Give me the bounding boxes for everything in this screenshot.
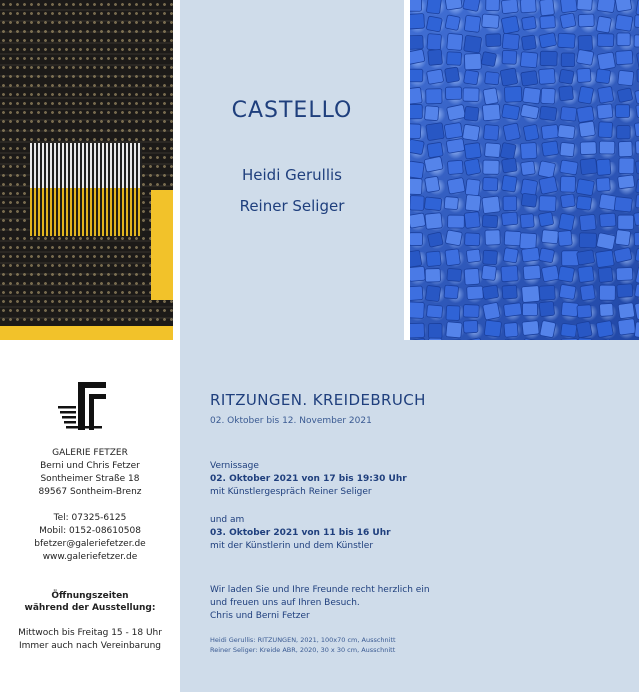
vernissage-block — [210, 460, 407, 499]
chalk-cube — [503, 123, 520, 141]
chalk-cube — [560, 176, 575, 192]
chalk-cube — [502, 33, 519, 50]
chalk-cube — [542, 141, 559, 156]
chalk-cube — [445, 249, 460, 266]
chalk-cube — [596, 178, 610, 192]
chalk-cube — [522, 87, 540, 104]
chalk-cube — [465, 179, 480, 196]
chalk-cube — [562, 251, 579, 266]
chalk-cube — [410, 286, 423, 301]
chalk-cube — [560, 142, 575, 156]
chalk-cube — [445, 67, 460, 83]
artwork-yellow-base — [0, 326, 173, 340]
artwork-yellow-stripes — [30, 188, 142, 236]
chalk-cube — [448, 215, 465, 228]
chalk-cube — [482, 215, 498, 228]
chalk-cube — [444, 285, 459, 299]
chalk-cube — [464, 53, 481, 69]
chalk-cube — [424, 156, 443, 172]
chalk-cube — [520, 233, 537, 250]
chalk-cube — [599, 213, 615, 227]
chalk-cube — [466, 249, 481, 263]
chalk-cube — [636, 140, 639, 154]
chalk-cube — [462, 124, 480, 141]
chalk-cube — [635, 195, 639, 209]
chalk-cube — [504, 231, 521, 246]
chalk-cube — [618, 70, 634, 86]
gallery-address — [0, 447, 180, 499]
chalk-cube — [410, 196, 424, 211]
chalk-cube — [500, 68, 518, 86]
chalk-cube — [538, 212, 553, 227]
chalk-cube — [483, 250, 498, 265]
chalk-cube — [576, 321, 592, 338]
chalk-cube — [410, 87, 422, 104]
chalk-cube — [445, 15, 460, 31]
chalk-cube — [598, 267, 613, 282]
chalk-cube — [520, 214, 534, 229]
chalk-cube — [539, 33, 557, 49]
gallery-mobile: Mobil: 0152-08610508 — [39, 526, 141, 536]
chalk-cube — [539, 301, 555, 316]
chalk-cube — [424, 106, 438, 121]
chalk-cube — [617, 33, 630, 46]
chalk-cube — [502, 50, 517, 64]
chalk-cube — [410, 250, 422, 267]
chalk-cube — [520, 104, 539, 119]
chalk-cube — [521, 71, 538, 87]
chalk-cube — [541, 88, 556, 104]
chalk-cube — [504, 303, 522, 317]
chalk-cube — [425, 176, 440, 192]
chalk-cube — [464, 268, 479, 285]
chalk-cube — [634, 211, 639, 225]
chalk-cube — [447, 52, 462, 66]
chalk-cube — [502, 285, 517, 299]
chalk-cube — [464, 212, 480, 229]
chalk-cube — [520, 52, 537, 68]
chalk-cube — [617, 284, 633, 298]
chalk-cube — [596, 320, 613, 337]
chalk-cube — [614, 197, 632, 213]
exhibition-main-title: CASTELLO — [231, 98, 353, 123]
chalk-cube — [539, 248, 555, 263]
chalk-cube — [521, 193, 537, 207]
chalk-cube — [447, 160, 463, 174]
chalk-cube — [428, 49, 443, 65]
chalk-cube — [463, 305, 479, 318]
credit-seliger: Reiner Seliger: Kreide ABR, 2020, 30 x 30 cm, Ausschnitt — [210, 646, 396, 654]
gallery-street: Sontheimer Straße 18 — [40, 474, 140, 484]
divider — [173, 0, 180, 340]
chalk-cube — [580, 142, 596, 155]
vernissage-note: mit Künstlergespräch Reiner Seliger — [210, 487, 372, 497]
chalk-cube — [577, 106, 595, 123]
chalk-cube — [483, 124, 499, 140]
gallery-email[interactable]: bfetzer@galeriefetzer.de — [34, 539, 146, 549]
chalk-cube — [447, 177, 465, 194]
chalk-cube — [635, 248, 639, 263]
chalk-cube — [482, 14, 500, 28]
second-date-label: und am — [210, 515, 245, 525]
chalk-cube — [541, 124, 559, 139]
second-date-note: mit der Künstlerin und dem Künstler — [210, 541, 374, 551]
chalk-cube — [483, 160, 499, 174]
chalk-cube — [636, 179, 639, 195]
chalk-cube — [426, 251, 441, 267]
chalk-cube — [410, 233, 423, 246]
gallery-contact — [0, 512, 180, 564]
chalk-cube — [616, 50, 633, 64]
chalk-cube — [615, 14, 633, 31]
chalk-cube — [521, 35, 536, 50]
chalk-cube — [484, 320, 501, 337]
chalk-cube — [464, 15, 481, 32]
invitation-signature: Chris und Berni Fetzer — [210, 611, 310, 621]
second-date-block — [210, 514, 391, 553]
chalk-cube — [465, 195, 481, 212]
chalk-cube — [539, 106, 557, 121]
chalk-cube — [539, 285, 555, 300]
chalk-cube — [596, 159, 610, 175]
chalk-cube — [599, 303, 613, 316]
chalk-cube — [502, 158, 518, 173]
exhibition-info-panel — [180, 340, 639, 692]
chalk-cube — [467, 286, 484, 300]
chalk-cube — [486, 34, 501, 47]
chalk-cube — [614, 247, 632, 262]
chalk-cube — [635, 267, 639, 286]
chalk-cube — [424, 197, 442, 211]
galerie-fetzer-logo — [58, 380, 108, 432]
chalk-cube — [580, 158, 597, 175]
chalk-cube — [598, 86, 614, 103]
chalk-cube — [426, 123, 445, 141]
chalk-cube — [410, 14, 425, 30]
chalk-cube — [482, 196, 500, 214]
chalk-cube — [577, 305, 592, 318]
chalk-cube — [501, 212, 517, 226]
chalk-cube — [634, 121, 639, 136]
chalk-cube — [464, 35, 482, 53]
chalk-cube — [561, 53, 575, 67]
chalk-cube — [599, 285, 615, 300]
chalk-cube — [635, 160, 639, 174]
chalk-cube — [425, 269, 440, 283]
chalk-cube — [504, 86, 522, 102]
chalk-cube — [618, 175, 635, 189]
chalk-cube — [634, 35, 639, 47]
chalk-cube — [503, 248, 518, 263]
chalk-cube — [559, 86, 574, 101]
chalk-cube — [485, 230, 500, 245]
chalk-cube — [634, 322, 639, 339]
chalk-cube — [540, 320, 556, 337]
chalk-cube — [501, 175, 517, 192]
chalk-cube — [463, 320, 478, 333]
chalk-cube — [577, 68, 591, 82]
gallery-city: 89567 Sontheim-Brenz — [38, 487, 142, 497]
chalk-cube — [540, 51, 557, 66]
chalk-cube — [483, 302, 501, 320]
chalk-cube — [597, 104, 613, 119]
chalk-cube — [425, 285, 440, 301]
chalk-cube — [616, 105, 630, 118]
artwork-seliger — [410, 0, 639, 340]
chalk-cube — [410, 178, 422, 194]
chalk-cube — [463, 0, 481, 12]
chalk-cube — [485, 72, 500, 85]
artwork-chalk-cubes — [410, 0, 639, 340]
gallery-owners: Berni und Chris Fetzer — [40, 461, 140, 471]
chalk-cube — [504, 322, 518, 337]
chalk-cube — [521, 161, 536, 176]
chalk-cube — [558, 33, 576, 48]
chalk-cube — [578, 266, 594, 283]
chalk-cube — [558, 266, 575, 282]
artist-name-1: Heidi Gerullis — [242, 166, 342, 184]
chalk-cube — [481, 265, 496, 280]
artwork-white-stripes — [30, 143, 142, 188]
chalk-cube — [485, 143, 501, 158]
opening-hours-title-line2: während der Ausstellung: — [24, 603, 156, 613]
chalk-cube — [559, 284, 576, 299]
chalk-cube — [483, 88, 499, 105]
chalk-cube — [560, 0, 577, 13]
chalk-cube — [540, 0, 555, 16]
chalk-cube — [447, 268, 462, 281]
gallery-info-panel — [0, 340, 180, 692]
chalk-cube — [426, 89, 442, 104]
chalk-cube — [560, 194, 575, 208]
chalk-cube — [615, 230, 631, 246]
chalk-cube — [541, 230, 558, 244]
chalk-cube — [579, 121, 596, 137]
chalk-cube — [561, 323, 577, 337]
chalk-cube — [410, 161, 424, 179]
chalk-cube — [539, 196, 556, 212]
chalk-cube — [597, 52, 615, 70]
chalk-cube — [483, 177, 498, 191]
chalk-cube — [578, 86, 594, 104]
chalk-cube — [597, 34, 614, 47]
chalk-cube — [447, 33, 463, 50]
chalk-cube — [558, 124, 576, 138]
chalk-cube — [426, 305, 442, 318]
chalk-cube — [618, 215, 634, 229]
chalk-cube — [486, 0, 500, 11]
chalk-cube — [615, 0, 632, 12]
chalk-cube — [522, 285, 540, 302]
chalk-cube — [634, 301, 639, 320]
chalk-cube — [427, 142, 443, 158]
chalk-cube — [482, 285, 498, 300]
chalk-cube — [464, 106, 479, 121]
chalk-cube — [520, 0, 536, 13]
second-date: 03. Oktober 2021 von 11 bis 16 Uhr — [210, 528, 391, 538]
chalk-cube — [463, 88, 479, 102]
chalk-cube — [618, 141, 632, 157]
chalk-cube — [540, 16, 556, 29]
chalk-cube — [464, 70, 479, 85]
chalk-cube — [427, 34, 442, 51]
chalk-cube — [618, 319, 636, 335]
chalk-cube — [558, 213, 574, 231]
chalk-cube — [580, 285, 595, 301]
chalk-cube — [522, 303, 537, 316]
chalk-cube — [447, 104, 466, 120]
chalk-cube — [464, 143, 481, 159]
opening-hours-title — [0, 590, 180, 614]
chalk-cube — [520, 142, 537, 159]
chalk-cube — [578, 14, 594, 27]
chalk-cube — [634, 15, 639, 28]
chalk-cube — [596, 233, 615, 250]
chalk-cube — [522, 321, 539, 336]
chalk-cube — [429, 323, 443, 338]
chalk-cube — [501, 0, 518, 14]
invitation-text — [210, 584, 430, 623]
chalk-cube — [596, 69, 611, 84]
chalk-cube — [410, 139, 424, 155]
vernissage-label: Vernissage — [210, 461, 259, 471]
invitation-line1: Wir laden Sie und Ihre Freunde recht herzlich ein — [210, 585, 430, 595]
chalk-cube — [523, 124, 539, 141]
chalk-cube — [578, 35, 593, 51]
chalk-cube — [445, 0, 462, 10]
chalk-cube — [635, 89, 639, 104]
chalk-cube — [618, 303, 635, 319]
chalk-cube — [464, 159, 481, 176]
chalk-cube — [616, 267, 633, 280]
gallery-tel: Tel: 07325-6125 — [53, 513, 127, 523]
chalk-cube — [446, 322, 462, 338]
chalk-cube — [579, 214, 596, 231]
chalk-cube — [426, 16, 442, 32]
chalk-cube — [503, 196, 517, 210]
chalk-cube — [597, 0, 616, 13]
chalk-cube — [521, 16, 536, 30]
chalk-cube — [576, 179, 594, 196]
chalk-cube — [446, 138, 465, 153]
exhibition-subtitle: RITZUNGEN. KREIDEBRUCH — [210, 391, 426, 409]
opening-hours — [0, 627, 180, 653]
invitation-line2: und freuen uns auf Ihren Besuch. — [210, 598, 360, 608]
chalk-cube — [521, 247, 539, 262]
chalk-cube — [634, 232, 639, 246]
chalk-cube — [410, 0, 422, 11]
chalk-cube — [576, 196, 592, 211]
artwork-yellow-edge — [151, 190, 173, 300]
chalk-cube — [502, 104, 520, 120]
chalk-cube — [427, 232, 443, 247]
chalk-cube — [465, 233, 480, 246]
chalk-cube — [445, 230, 462, 246]
chalk-cube — [577, 250, 595, 265]
chalk-cube — [576, 49, 594, 65]
chalk-cube — [501, 266, 518, 282]
title-panel — [180, 0, 404, 340]
chalk-cube — [482, 104, 500, 121]
chalk-cube — [538, 161, 556, 179]
artist-name-2: Reiner Seliger — [239, 197, 345, 215]
exhibition-dates: 02. Oktober bis 12. November 2021 — [210, 416, 372, 426]
chalk-cube — [619, 158, 634, 174]
chalk-cube — [410, 323, 425, 338]
chalk-cube — [599, 141, 614, 154]
chalk-cube — [561, 302, 578, 317]
chalk-cube — [410, 49, 425, 64]
chalk-cube — [541, 265, 559, 282]
chalk-cube — [560, 160, 578, 175]
chalk-cube — [446, 305, 460, 320]
chalk-cube — [410, 69, 423, 82]
chalk-cube — [444, 122, 463, 139]
chalk-cube — [617, 126, 631, 139]
chalk-cube — [410, 124, 421, 139]
chalk-cube — [426, 69, 443, 84]
chalk-cube — [558, 230, 572, 246]
image-credits — [210, 635, 396, 655]
chalk-cube — [539, 68, 556, 84]
credit-gerullis: Heidi Gerullis: RITZUNGEN, 2021, 100x70 cm, Ausschnitt — [210, 636, 396, 644]
chalk-cube — [523, 265, 541, 280]
artwork-gerullis — [0, 0, 173, 340]
chalk-cube — [500, 142, 516, 159]
chalk-cube — [579, 233, 596, 248]
gallery-website[interactable]: www.galeriefetzer.de — [42, 552, 138, 562]
chalk-cube — [617, 88, 633, 103]
chalk-cube — [501, 16, 519, 34]
chalk-cube — [444, 197, 458, 210]
chalk-cube — [410, 104, 422, 118]
chalk-cube — [481, 52, 497, 67]
opening-hours-title-line1: Öffnungszeiten — [51, 591, 129, 601]
chalk-cube — [634, 284, 639, 299]
chalk-cube — [559, 69, 574, 84]
chalk-cube — [426, 0, 441, 14]
chalk-cube — [560, 107, 576, 122]
opening-hours-line2: Immer auch nach Vereinbarung — [18, 641, 162, 651]
opening-hours-line1: Mittwoch bis Freitag 15 - 18 Uhr — [18, 628, 162, 638]
chalk-cube — [445, 87, 461, 100]
chalk-cube — [425, 213, 442, 230]
gallery-name: GALERIE FETZER — [52, 448, 128, 458]
chalk-cube — [598, 122, 612, 138]
chalk-cube — [410, 35, 423, 49]
vernissage-date: 02. Oktober 2021 von 17 bis 19:30 Uhr — [210, 474, 407, 484]
chalk-cube — [595, 250, 614, 268]
chalk-cube — [539, 176, 558, 194]
chalk-cube — [410, 266, 425, 281]
chalk-cube — [596, 16, 611, 33]
chalk-cube — [410, 213, 426, 228]
chalk-cube — [560, 13, 576, 29]
chalk-cube — [410, 302, 424, 319]
chalk-cube — [577, 0, 593, 10]
